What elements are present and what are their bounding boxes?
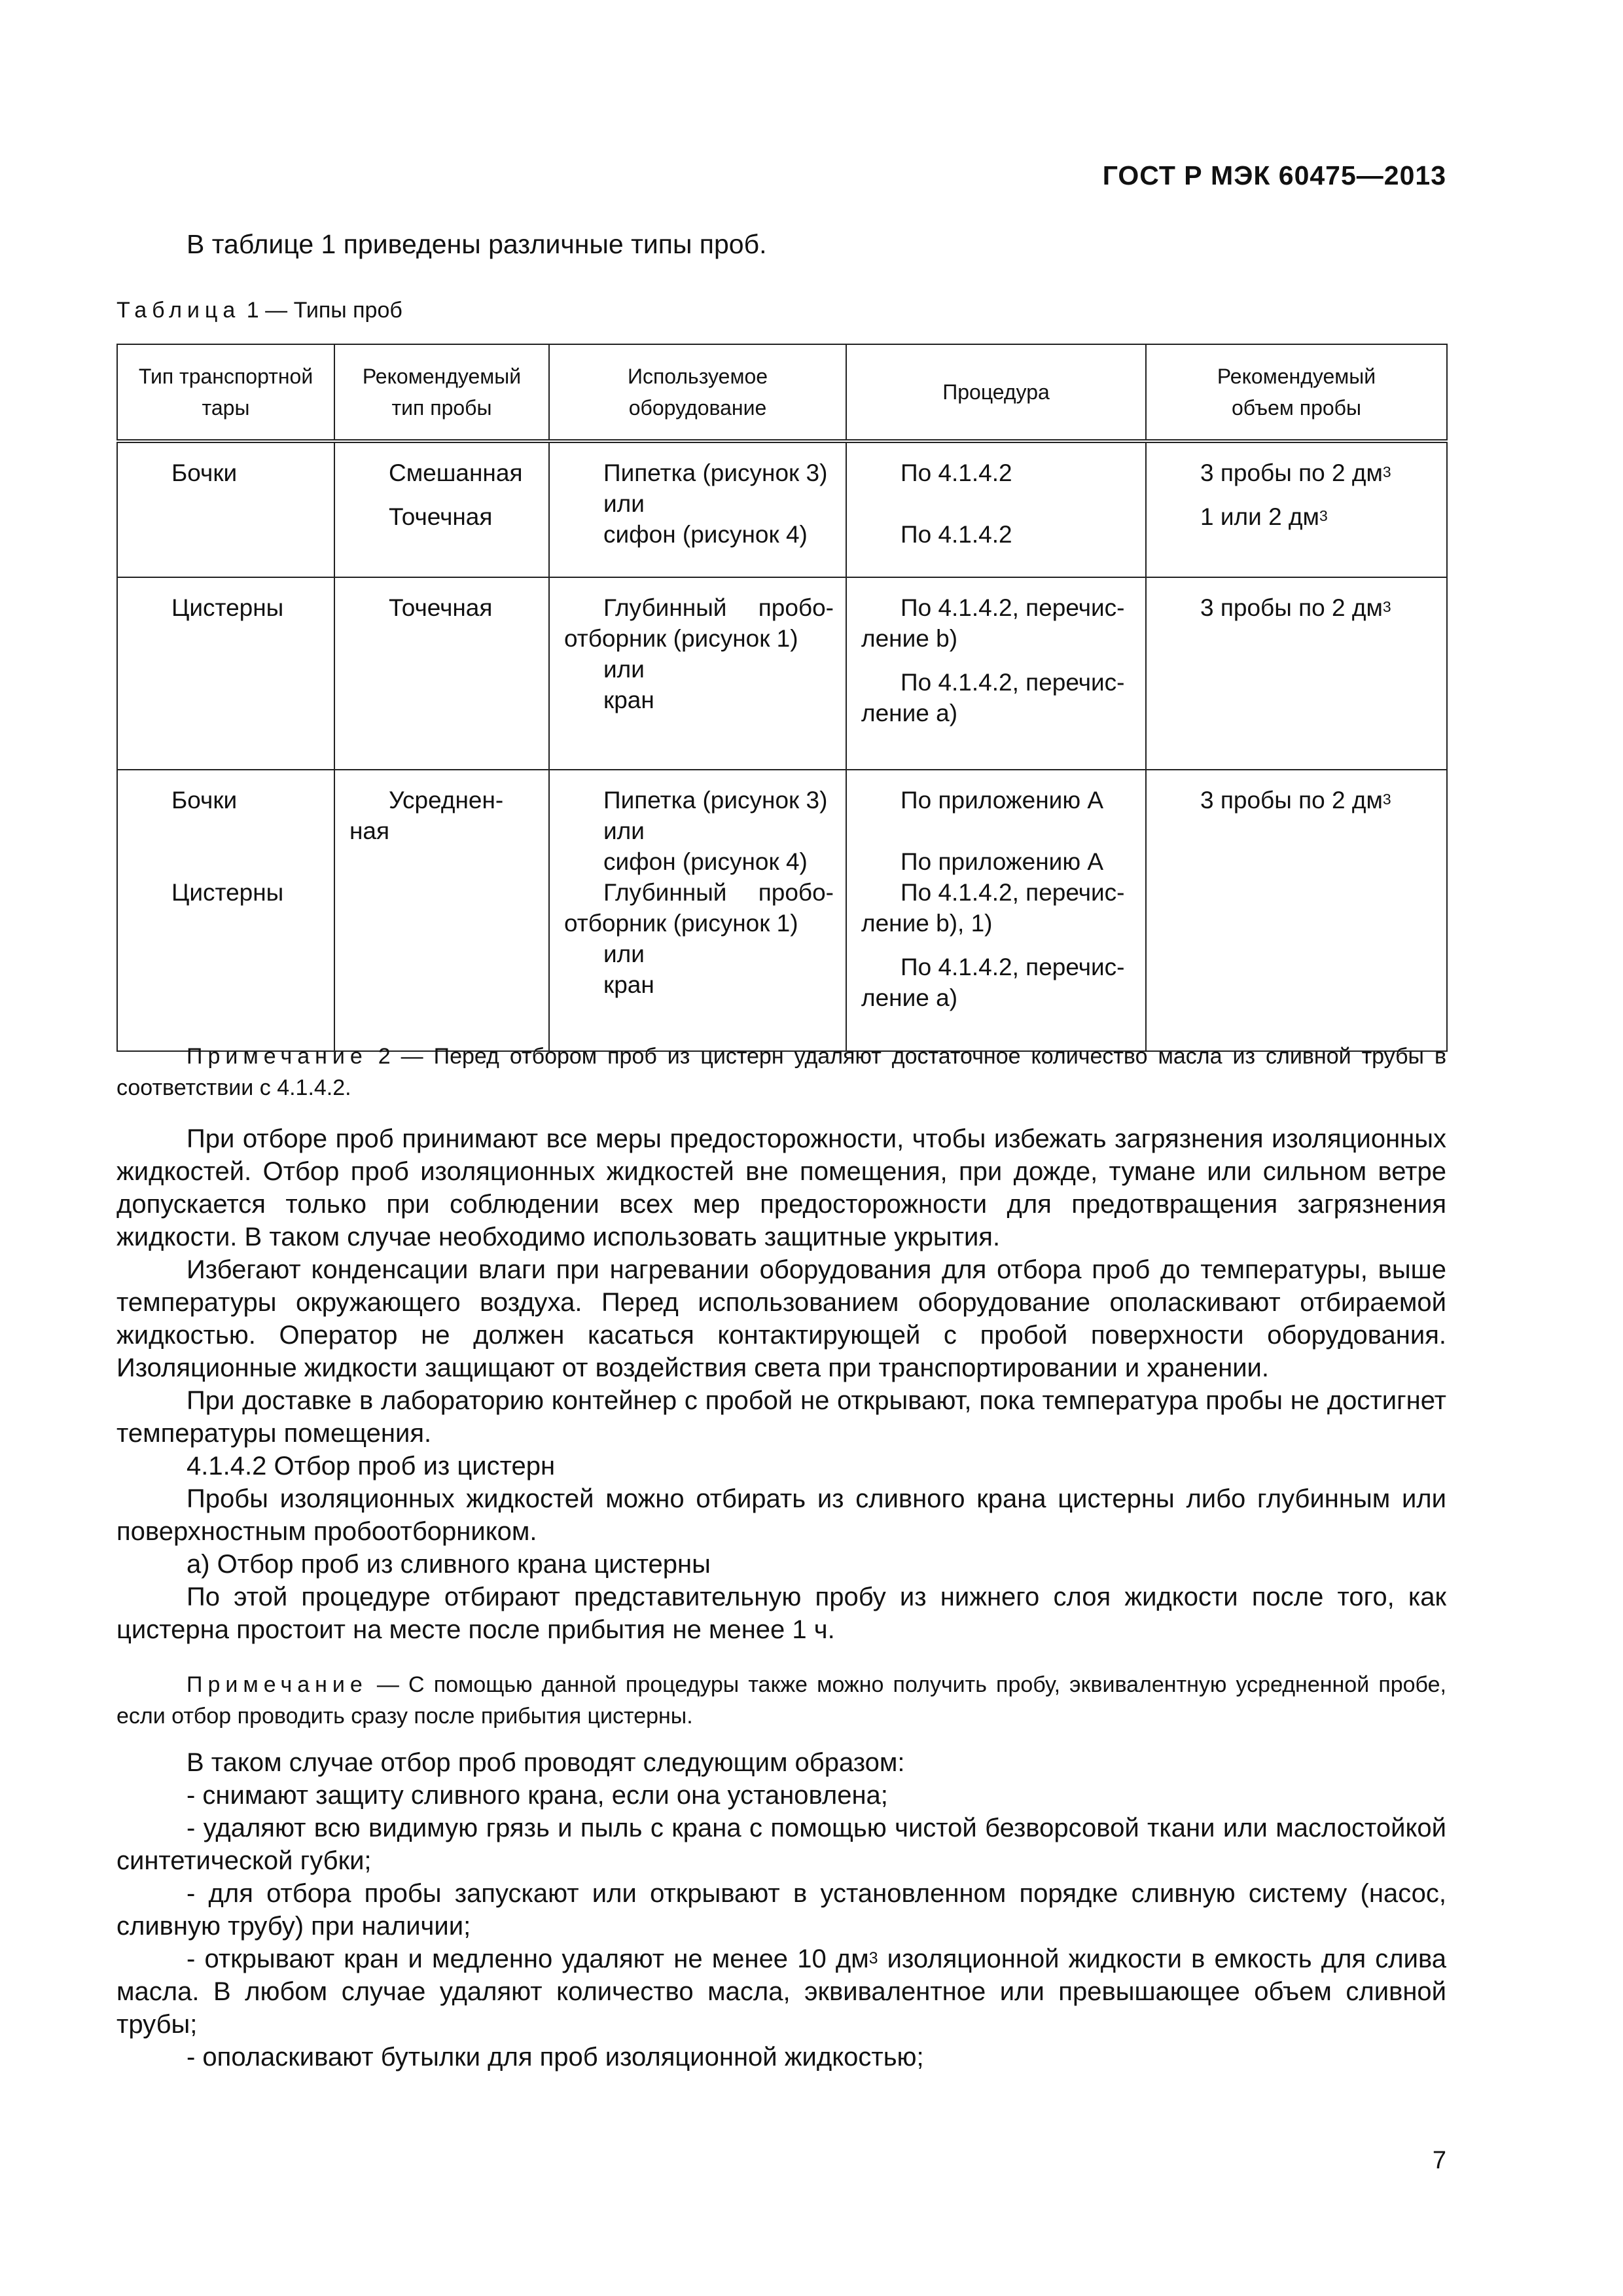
cell-text: ная: [349, 817, 390, 844]
header-text: Используемое: [627, 365, 768, 388]
header-text: Тип транспортной: [138, 365, 313, 388]
cell-word: пробо-: [758, 594, 834, 621]
cell-text: сифон (рисунок 4): [603, 521, 808, 548]
cell-text: Пипетка (рисунок 3): [603, 459, 828, 486]
header-text: Процедура: [942, 380, 1050, 404]
cell-volume: [1146, 577, 1447, 770]
standard-designation: ГОСТ Р МЭК 60475—2013: [1102, 160, 1446, 190]
cell-text: Пипетка (рисунок 3): [603, 787, 828, 814]
step-item: - для отбора пробы запускают или открывают в установленном порядке сливную систему (насос, сливную трубу) при наличии;: [116, 1879, 1446, 1941]
cell-sample-type: [334, 577, 549, 770]
header-text: тары: [202, 396, 250, 420]
volume-value: 1 или 2 дм: [1200, 503, 1319, 530]
cell-procedure: [846, 441, 1146, 577]
note-3: [116, 1669, 1446, 1732]
header-text: Рекомендуемый: [362, 365, 522, 388]
superscript: 3: [1382, 791, 1391, 808]
header-text: оборудование: [628, 396, 767, 420]
note-2: [116, 1041, 1446, 1103]
paragraph: При доставке в лабораторию контейнер с пробой не открывают, пока температура пробы не достигнет температуры помещения.: [116, 1386, 1446, 1448]
superscript: 3: [868, 1949, 878, 1967]
cell-text: По приложению А: [901, 848, 1104, 875]
cell-text: ление а): [861, 700, 958, 726]
cell-container: [117, 770, 334, 1051]
header-text: тип пробы: [391, 396, 492, 420]
cell-text: сифон (рисунок 4): [603, 848, 808, 875]
cell-text: По 4.1.4.2: [901, 459, 1012, 486]
header-procedure: [846, 344, 1146, 441]
cell-equipment: [549, 441, 846, 577]
steps-intro: В таком случае отбор проб проводят следующим образом:: [187, 1748, 905, 1777]
cell-text: По 4.1.4.2, перечис-: [901, 669, 1125, 696]
step-item: [116, 1943, 1446, 2041]
step-item: - ополаскивают бутылки для проб изоляционной жидкостью;: [187, 2043, 924, 2072]
subsection-heading: а) Отбор проб из сливного крана цистерны: [187, 1550, 711, 1579]
cell-text: По 4.1.4.2: [901, 521, 1012, 548]
table-row: [117, 441, 1447, 577]
cell-sample-type: [334, 441, 549, 577]
header-container-type: [117, 344, 334, 441]
cell-text: [1161, 501, 1435, 532]
paragraph: При отборе проб принимают все меры предосторожности, чтобы избежать загрязнения изоляционных жидкостей. Отбор проб изоляционных жидкостей вне помещения, при дожде, тумане или сильном ветре допускается только при соблюдении всех мер предосторожности для предотвращения загрязнения жидкости. В таком случае необходимо использовать защитные укрытия.: [116, 1124, 1446, 1251]
step-item: - удаляют всю видимую грязь и пыль с крана с помощью чистой безворсовой ткани или маслостойкой синтетической губки;: [116, 1814, 1446, 1875]
cell-text: кран: [603, 971, 654, 998]
cell-procedure: [846, 577, 1146, 770]
cell-text: [564, 592, 834, 623]
table-row: [117, 577, 1447, 770]
body-paragraphs: [116, 1122, 1446, 1646]
cell-text: или: [603, 941, 645, 967]
cell-container: [117, 441, 334, 577]
cell-text: Точечная: [389, 594, 493, 621]
cell-text: [564, 877, 834, 908]
section-heading: 4.1.4.2 Отбор проб из цистерн: [187, 1452, 556, 1480]
volume-value: 3 пробы по 2 дм: [1200, 459, 1383, 486]
cell-text: Усреднен-: [389, 787, 504, 814]
cell-text: ление b), 1): [861, 910, 993, 937]
cell-text: По 4.1.4.2, перечис-: [901, 879, 1125, 906]
cell-procedure: [846, 770, 1146, 1051]
paragraph: Пробы изоляционных жидкостей можно отбирать из сливного крана цистерны либо глубинным или поверхностным пробоотборником.: [116, 1484, 1446, 1546]
cell-text: или: [603, 490, 645, 517]
cell-volume: [1146, 441, 1447, 577]
superscript: 3: [1382, 463, 1391, 481]
cell-text: По приложению А: [901, 787, 1104, 814]
header-text: Рекомендуемый: [1217, 365, 1376, 388]
paragraph: Избегают конденсации влаги при нагревании оборудования для отбора проб до температуры, выше температуры окружающего воздуха. Перед использованием оборудование ополаскивают отбираемой жидкостью. Оператор не должен касаться контактирующей с пробой поверхности оборудования. Изоляционные жидкости защищают от воздействия света при транспортировании и хранении.: [116, 1255, 1446, 1382]
table-caption: [116, 298, 402, 323]
note-label: Примечание: [187, 1672, 368, 1697]
table-row: [117, 770, 1447, 1051]
cell-text: По 4.1.4.2, перечис-: [901, 954, 1125, 980]
paragraph: По этой процедуре отбирают представительную пробу из нижнего слоя жидкости после того, как цистерна простоит на месте после прибытия не менее 1 ч.: [116, 1583, 1446, 1644]
cell-text: [1161, 457, 1435, 488]
cell-equipment: [549, 770, 846, 1051]
cell-word: пробо-: [758, 879, 834, 906]
header-text: объем пробы: [1232, 396, 1361, 420]
intro-sentence: В таблице 1 приведены различные типы проб.: [187, 229, 767, 259]
cell-text: Цистерны: [171, 594, 284, 621]
note-text: 2 — Перед отбором проб из цистерн удаляют достаточное количество масла из сливной трубы в соответствии с 4.1.4.2.: [116, 1044, 1447, 1100]
cell-text: [1161, 785, 1435, 816]
cell-text: Цистерны: [171, 879, 284, 906]
step-text: изоляционной жидкости в емкость для слива масла. В любом случае удаляют количество масла, эквивалентное или превышающее объем сливной трубы;: [116, 1945, 1446, 2039]
cell-word: Глубинный: [603, 879, 727, 906]
step-text: - открывают кран и медленно удаляют не менее 10 дм: [187, 1945, 869, 1973]
cell-text: По 4.1.4.2, перечис-: [901, 594, 1125, 621]
table-caption-title: 1 — Типы проб: [246, 298, 402, 323]
cell-text: Смешанная: [389, 459, 523, 486]
cell-text: отборник (рисунок 1): [564, 910, 798, 937]
cell-equipment: [549, 577, 846, 770]
cell-text: или: [603, 817, 645, 844]
cell-text: отборник (рисунок 1): [564, 625, 798, 652]
header-sample-type: [334, 344, 549, 441]
cell-text: Точечная: [389, 503, 493, 530]
volume-value: 3 пробы по 2 дм: [1200, 594, 1383, 621]
cell-sample-type: [334, 770, 549, 1051]
page-number: 7: [1432, 2147, 1446, 2174]
superscript: 3: [1319, 507, 1328, 525]
cell-text: [1161, 592, 1435, 623]
table-header-row: [117, 344, 1447, 441]
note-text: — С помощью данной процедуры также можно получить пробу, эквивалентную усредненной пробе, если отбор проводить сразу после прибытия цистерны.: [116, 1672, 1446, 1729]
procedure-steps: [116, 1746, 1446, 2073]
cell-text: ление а): [861, 984, 958, 1011]
header-volume: [1146, 344, 1447, 441]
cell-text: или: [603, 656, 645, 683]
table-caption-word: Таблица: [116, 298, 241, 323]
superscript: 3: [1382, 598, 1391, 616]
cell-text: кран: [603, 687, 654, 713]
sample-types-table: [116, 344, 1448, 1052]
volume-value: 3 пробы по 2 дм: [1200, 787, 1383, 814]
cell-text: ление b): [861, 625, 958, 652]
note-label: Примечание: [187, 1044, 368, 1069]
cell-word: Глубинный: [603, 594, 727, 621]
cell-text: Бочки: [171, 459, 238, 486]
cell-container: [117, 577, 334, 770]
step-item: - снимают защиту сливного крана, если она установлена;: [187, 1781, 888, 1810]
cell-text: Бочки: [171, 787, 238, 814]
cell-volume: [1146, 770, 1447, 1051]
header-equipment: [549, 344, 846, 441]
